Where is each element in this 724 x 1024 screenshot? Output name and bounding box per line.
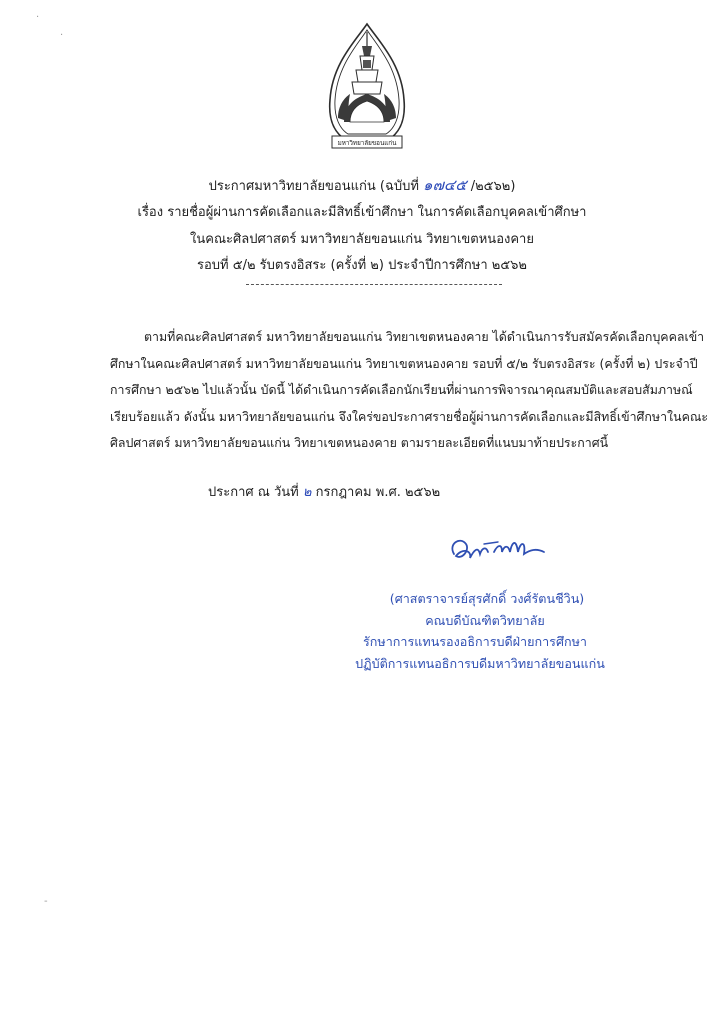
header-divider: [246, 284, 502, 285]
subject-line-3: รอบที่ ๕/๒ รับตรงอิสระ (ครั้งที่ ๒) ประจำปีการศึกษา ๒๕๖๒: [197, 258, 527, 273]
university-seal-icon: [326, 22, 408, 154]
handwritten-signature-icon: [440, 530, 560, 570]
announcement-number: ๑๗๔๕: [423, 176, 467, 194]
date-day: ๒: [302, 485, 312, 500]
announcement-suffix: /๒๕๖๒): [470, 179, 516, 194]
signatory-name: (ศาสตราจารย์สุรศักดิ์ วงศ์รัตนชีวิน): [389, 591, 585, 606]
scan-speck: ·: [60, 30, 64, 41]
scan-speck: ·: [36, 12, 40, 23]
body-line-5: ศิลปศาสตร์ มหาวิทยาลัยขอนแก่น วิทยาเขตหนองคาย ตามรายละเอียดที่แนบมาท้ายประกาศนี้: [110, 435, 609, 450]
signatory-position-2: รักษาการแทนรองอธิการบดีฝ่ายการศึกษา: [363, 634, 587, 649]
signatory-position-3: ปฏิบัติการแทนอธิการบดีมหาวิทยาลัยขอนแก่น: [355, 656, 605, 671]
announcement-prefix: ประกาศมหาวิทยาลัยขอนแก่น (ฉบับที่: [208, 179, 419, 194]
body-line-1: ตามที่คณะศิลปศาสตร์ มหาวิทยาลัยขอนแก่น วิทยาเขตหนองคาย ได้ดำเนินการรับสมัครคัดเลือกบุคคลเข้า: [144, 329, 705, 344]
body-line-2: ศึกษาในคณะศิลปศาสตร์ มหาวิทยาลัยขอนแก่น วิทยาเขตหนองคาย รอบที่ ๕/๒ รับตรงอิสระ (ครั้งที่ ๒) ประจำปี: [110, 356, 698, 371]
subject-line-2: ในคณะศิลปศาสตร์ มหาวิทยาลัยขอนแก่น วิทยาเขตหนองคาย: [190, 232, 534, 247]
seal-label: มหาวิทยาลัยขอนแก่น: [337, 140, 397, 147]
announcement-date: [208, 484, 440, 502]
signatory-position-1: คณบดีบัณฑิตวิทยาลัย: [425, 613, 545, 628]
date-prefix: ประกาศ ณ วันที่: [208, 485, 299, 500]
subject-line-1: เรื่อง รายชื่อผู้ผ่านการคัดเลือกและมีสิทธิ์เข้าศึกษา ในการคัดเลือกบุคคลเข้าศึกษา: [137, 205, 587, 220]
announcement-title: [0, 176, 724, 196]
date-suffix: กรกฎาคม พ.ศ. ๒๕๖๒: [315, 485, 441, 500]
body-line-3: การศึกษา ๒๕๖๒ ไปแล้วนั้น บัดนี้ ได้ดำเนินการคัดเลือกนักเรียนที่ผ่านการพิจารณาคุณสมบัติและสอบสัมภาษณ์: [110, 382, 693, 397]
scan-speck: -: [44, 896, 48, 907]
body-line-4: เรียบร้อยแล้ว ดังนั้น มหาวิทยาลัยขอนแก่น จึงใคร่ขอประกาศรายชื่อผู้ผ่านการคัดเลือกและมีสิทธิ์เข้าศึกษาในคณะ: [110, 409, 709, 424]
